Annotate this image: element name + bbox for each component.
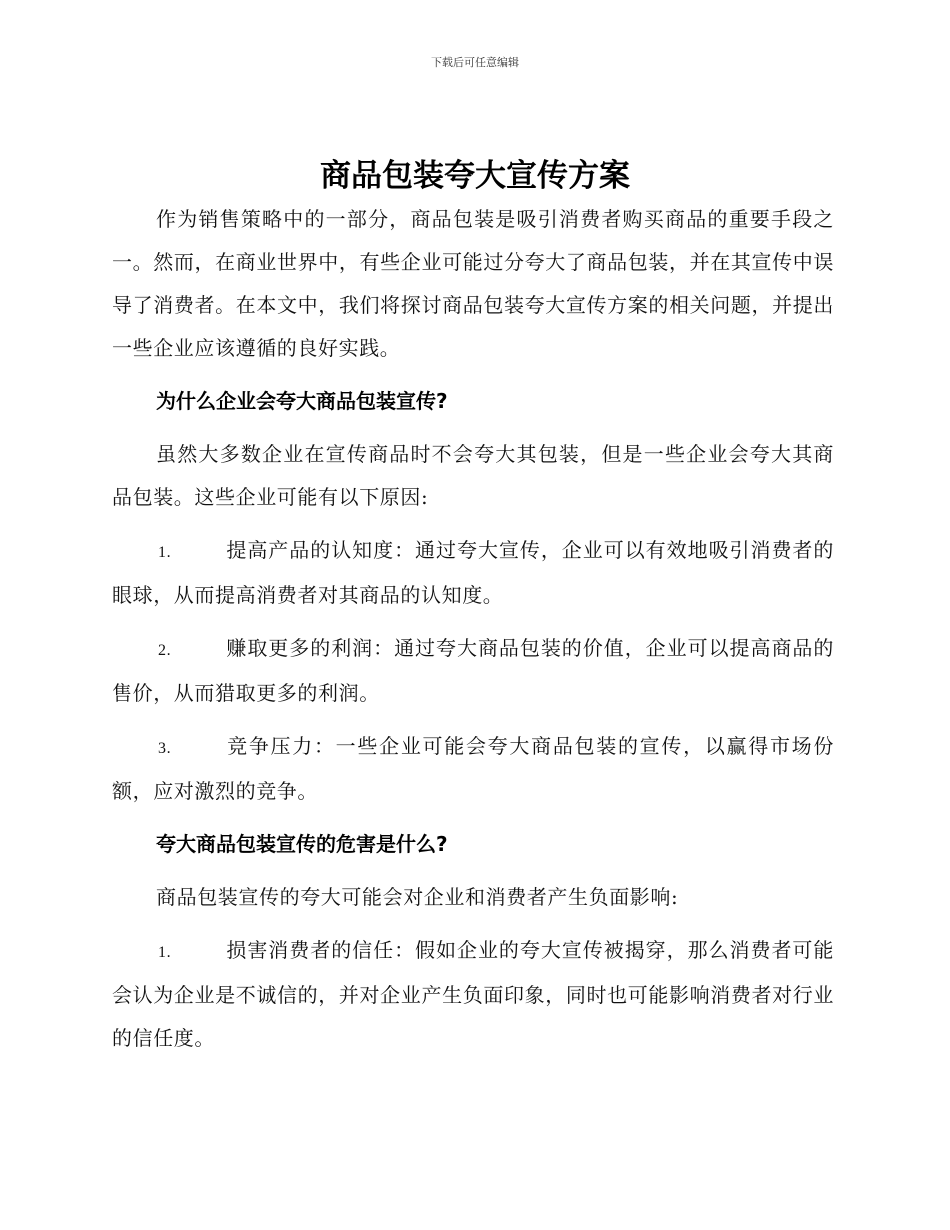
intro-paragraph: 作为销售策略中的一部分，商品包装是吸引消费者购买商品的重要手段之一。然而，在商业世界中，有些企业可能过分夸大了商品包装，并在其宣传中误导了消费者。在本文中，我们将探讨商品包装夸大宣传方案的相关问题，并提出一些企业应该遵循的良好实践。 (112, 207, 834, 360)
document-body (112, 198, 834, 1070)
list-number: 3. (158, 740, 172, 757)
section-heading-why: 为什么企业会夸大商品包装宣传? (156, 389, 448, 413)
list-item-text: 损害消费者的信任：假如企业的夸大宣传被揭穿，那么消费者可能会认为企业是不诚信的，并对企业产生负面印象，同时也可能影响消费者对行业的信任度。 (112, 938, 834, 1050)
list-item-text: 提高产品的认知度：通过夸大宣传，企业可以有效地吸引消费者的眼球，从而提高消费者对其商品的认知度。 (112, 538, 834, 607)
list-item (112, 529, 834, 617)
document-title: 商品包装夸大宣传方案 (320, 158, 630, 194)
section-heading-harm: 夸大商品包装宣传的危害是什么? (156, 832, 448, 856)
list-item-text: 赚取更多的利润：通过夸大商品包装的价值，企业可以提高商品的售价，从而猎取更多的利润。 (112, 636, 834, 705)
section-intro-why: 虽然大多数企业在宣传商品时不会夸大其包装，但是一些企业会夸大其商品包装。这些企业可能有以下原因: (112, 442, 834, 509)
list-item (112, 627, 834, 715)
list-item-text: 竞争压力：一些企业可能会夸大商品包装的宣传，以赢得市场份额，应对激烈的竞争。 (112, 734, 834, 803)
section-intro-harm: 商品包装宣传的夸大可能会对企业和消费者产生负面影响: (156, 885, 679, 909)
list-item (112, 725, 834, 813)
list-item (112, 929, 834, 1060)
header-note: 下载后可任意编辑 (431, 56, 519, 69)
list-number: 1. (158, 944, 172, 961)
list-number: 1. (158, 544, 172, 561)
list-number: 2. (158, 642, 172, 659)
